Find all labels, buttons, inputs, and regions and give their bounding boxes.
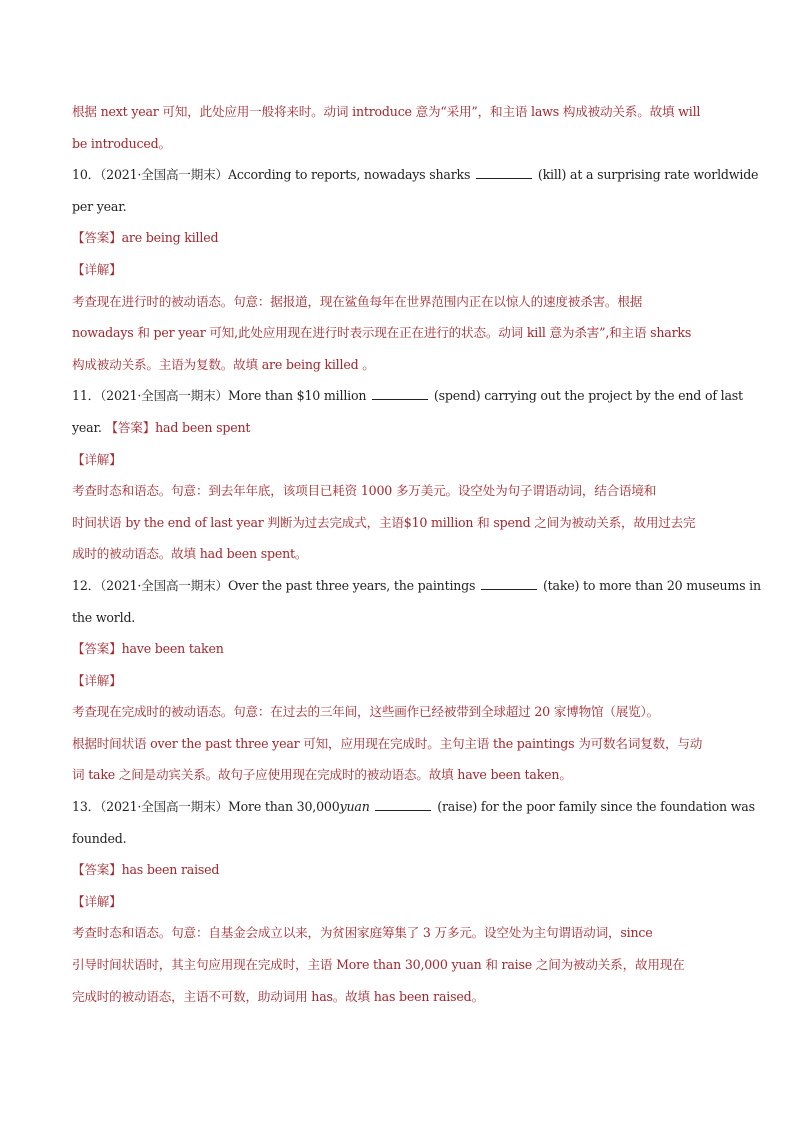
answer-text: have been taken [121,641,224,657]
explanation-line: nowadays 和 per year 可知,此处应用现在进行时表示现在正在进行的状态。动词 kill 意为杀害”,和主语 sharks [72,325,692,341]
explanation-line: 构成被动关系。主语为复数。故填 are being killed 。 [72,356,375,372]
answer-blank [476,166,532,179]
question-text: Over the past three years, the paintings [227,577,476,593]
detail-tag: 【详解】 [72,893,122,909]
explanation-line: 时间状语 by the end of last year 判断为过去完成式，主语$10 million 和 spend 之间为被动关系，故用过去完 [72,514,696,530]
answer-text: are being killed [121,230,219,246]
question-number: 10． [72,167,101,183]
question-12 [72,570,761,602]
answer-tag: 【答案】 [72,641,122,657]
answer-text: had been spent [155,419,251,435]
question-source: （2021·全国高一期末） [100,577,228,593]
question-source: （2021·全国高一期末） [100,799,228,815]
answer-line [72,633,722,665]
document-page [72,96,761,1012]
explanation-line: 考查时态和语态。句意：自基金会成立以来，为贫困家庭筹集了 3 万多元。设空处为主句谓语动词，since [72,925,653,941]
question-11 [72,380,743,412]
answer-tag: 【答案】 [72,862,122,878]
question-text: (spend) carrying out the project by the end of last [433,388,743,404]
explanation-line: 考查时态和语态。句意：到去年年底，该项目已耗资 1000 多万美元。设空处为句子谓语动词，结合语境和 [72,483,657,499]
detail-tag: 【详解】 [72,451,122,467]
question-text: (kill) at a surprising rate worldwide [537,167,759,183]
question-text: year. [72,419,102,435]
question-source: （2021·全国高一期末） [100,388,228,404]
answer-blank [481,577,537,590]
answer-blank [375,798,431,811]
explanation-line: 根据 next year 可知，此处应用一般将来时。动词 introduce 意为“采用”，和主语 laws 构成被动关系。故填 will [72,104,701,119]
explanation-line: 考查现在进行时的被动语态。句意：据报道，现在鲨鱼每年在世界范围内正在以惊人的速度被杀害。根据 [72,293,643,309]
question-text: per year. [72,198,127,214]
detail-tag: 【详解】 [72,261,122,277]
explanation-line: 词 take 之间是动宾关系。故句子应使用现在完成时的被动语态。故填 have been taken。 [72,767,572,783]
answer-line [72,222,722,254]
question-text: More than 30,000 [227,799,340,815]
answer-tag: 【答案】 [72,230,122,246]
explanation-line: 考查现在完成时的被动语态。句意：在过去的三年间，这些画作已经被带到全球超过 20 家博物馆（展览）。 [72,704,660,720]
detail-tag: 【详解】 [72,672,122,688]
question-number: 12． [72,577,101,593]
explanation-line: 引导时间状语时，其主句应用现在完成时，主语 More than 30,000 yuan 和 raise 之间为被动关系，故用现在 [72,957,685,973]
question-13 [72,791,755,823]
question-text-italic: yuan [339,799,370,815]
question-line-with-answer [72,412,722,444]
explanation-line: 完成时的被动语态，主语不可数，助动词用 has。故填 has been raised。 [72,988,484,1004]
question-text: founded. [72,830,127,846]
question-text: the world. [72,609,136,625]
explanation-line: 根据时间状语 over the past three year 可知，应用现在完成时。主句主语 the paintings 为可数名词复数，与动 [72,735,703,751]
answer-blank [372,387,428,400]
question-source: （2021·全国高一期末） [100,167,228,183]
question-text: More than $10 million [227,388,367,404]
question-text: (raise) for the poor family since the foundation was [437,799,755,815]
answer-text: has been raised [121,862,220,878]
question-number: 11． [72,388,101,404]
explanation-line: 成时的被动语态。故填 had been spent。 [72,546,308,562]
question-number: 13． [72,799,101,815]
answer-line [72,854,722,886]
explanation-line: be introduced。 [72,135,171,151]
question-text: (take) to more than 20 museums in [542,577,761,593]
question-text: According to reports, nowadays sharks [227,167,471,183]
question-10 [72,159,759,191]
answer-tag: 【答案】 [105,419,156,435]
